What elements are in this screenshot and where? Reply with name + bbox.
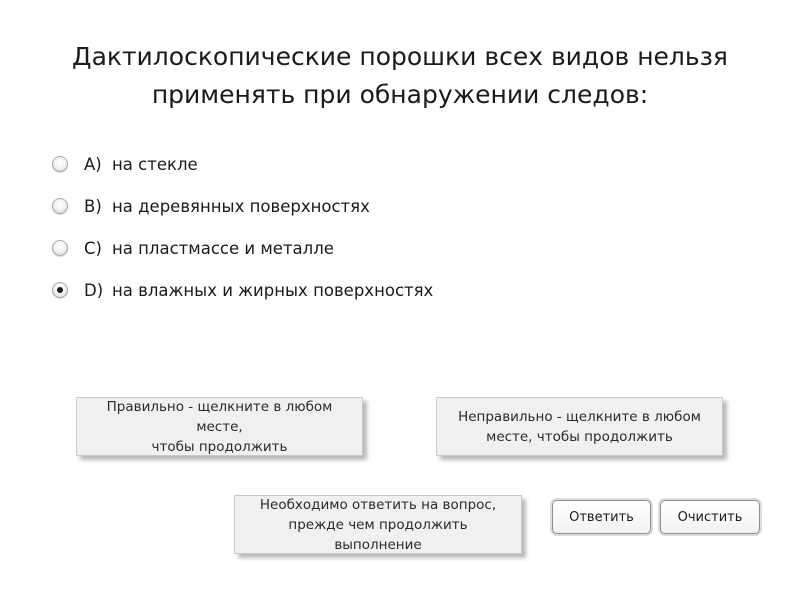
answer-required-line-2: прежде чем продолжить выполнение [288,516,468,553]
option-c-letter: C) [84,238,102,258]
option-b[interactable] [52,185,433,227]
answer-required-box [234,495,522,554]
correct-feedback-box[interactable] [76,397,363,456]
question-line-1: Дактилоскопические порошки всех видов нельзя [72,42,728,71]
option-b-radio[interactable] [52,198,68,214]
correct-feedback-line-1: Правильно - щелкните в любом месте, [106,398,333,435]
question-line-2: применять при обнаружении следов: [151,80,649,109]
option-a-letter: A) [84,154,102,174]
incorrect-feedback-line-1: Неправильно - щелкните в любом [458,408,701,425]
option-a-label: на стекле [112,154,198,174]
option-d-radio[interactable] [52,282,68,298]
clear-button[interactable]: Очистить [660,500,760,534]
option-d-label: на влажных и жирных поверхностях [112,280,434,300]
option-c-radio[interactable] [52,240,68,256]
option-c[interactable] [52,227,433,269]
answer-required-line-1: Необходимо ответить на вопрос, [259,496,497,513]
incorrect-feedback-box[interactable] [436,397,723,456]
option-d-letter: D) [84,280,104,300]
option-d[interactable] [52,269,433,311]
correct-feedback-line-2: чтобы продолжить [151,438,288,455]
option-b-letter: B) [84,196,102,216]
question-text [40,38,760,114]
option-c-label: на пластмассе и металле [112,238,334,258]
option-b-label: на деревянных поверхностях [112,196,370,216]
submit-button[interactable]: Ответить [552,500,651,534]
option-a[interactable] [52,143,433,185]
incorrect-feedback-line-2: месте, чтобы продолжить [486,428,673,445]
answer-options [52,143,433,311]
option-a-radio[interactable] [52,156,68,172]
